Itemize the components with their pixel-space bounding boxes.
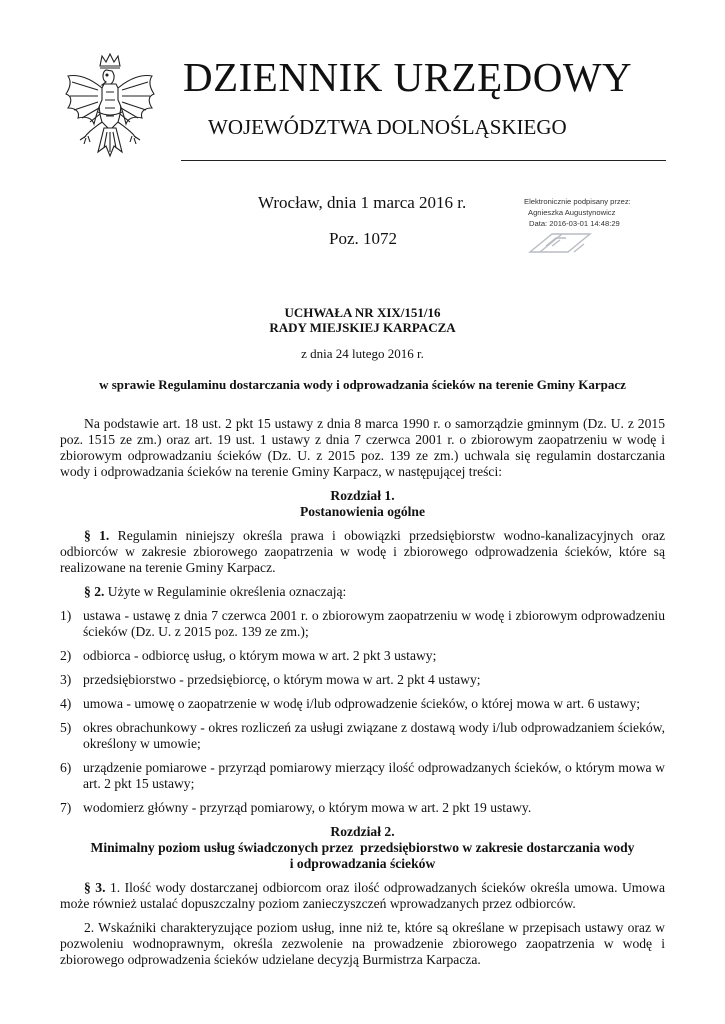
- chapter-2-title-line-1: Minimalny poziom usług świadczonych przez przedsiębiorstwo w zakresie dostarczania wody: [90, 840, 635, 855]
- chapter-1-label: Rozdział 1.: [330, 488, 395, 503]
- list-item-text: odbiorca - odbiorcę usług, o którym mowa w art. 2 pkt 3 ustawy;: [83, 648, 437, 663]
- list-item-number: 6): [60, 760, 72, 775]
- list-item-text: przedsiębiorstwo - przedsiębiorcę, o którym mowa w art. 2 pkt 4 ustawy;: [83, 672, 481, 687]
- paragraph-2-text: Użyte w Regulaminie określenia oznaczają:: [107, 584, 347, 599]
- electronic-signature: [524, 196, 654, 229]
- list-item-number: 5): [60, 720, 72, 735]
- paragraph-3-text: 1. Ilość wody dostarczanej odbiorcom oraz ilość odprowadzanych ścieków określa umowa. Umowa może również ustalać dopuszczalny poziom zanieczyszczeń wprowadzanych przez odbiorców.: [60, 880, 665, 911]
- journal-subtitle: WOJEWÓDZTWA DOLNOŚLĄSKIEGO: [208, 115, 567, 139]
- signature-signer: Agnieszka Augustynowicz: [528, 208, 616, 217]
- chapter-2-heading: [60, 824, 665, 872]
- document-body: [60, 416, 665, 976]
- list-item-number: 7): [60, 800, 72, 815]
- list-item-text: okres obrachunkowy - okres rozliczeń za usługi związane z dostawą wody i/lub odprowadzaniem ścieków, określony w umowie;: [83, 720, 665, 751]
- header-divider: [181, 160, 666, 161]
- chapter-1-heading: [60, 488, 665, 520]
- list-item-text: umowa - umowę o zaopatrzenie w wodę i/lub odprowadzenie ścieków, o której mowa w art. 6 ustawy;: [83, 696, 641, 711]
- list-item-text: wodomierz główny - przyrząd pomiarowy, o którym mowa w art. 2 pkt 19 ustawy.: [83, 800, 532, 815]
- chapter-2-title-line-2: i odprowadzania ścieków: [289, 856, 436, 871]
- paragraph-3-mark: § 3.: [84, 880, 106, 895]
- definitions-list: [60, 608, 665, 816]
- list-item: [60, 696, 665, 712]
- list-item: [60, 760, 665, 792]
- paragraph-2-mark: § 2.: [84, 584, 105, 599]
- paragraph-2: [60, 584, 665, 600]
- paragraph-3: [60, 880, 665, 912]
- list-item-number: 2): [60, 648, 72, 663]
- list-item: [60, 720, 665, 752]
- journal-title: DZIENNIK URZĘDOWY: [183, 54, 633, 100]
- signature-label: Elektronicznie podpisany przez:: [524, 197, 631, 206]
- list-item: [60, 672, 665, 688]
- list-item: [60, 648, 665, 664]
- list-item: [60, 608, 665, 640]
- signature-date: Data: 2016-03-01 14:48:29: [529, 219, 620, 228]
- position-number: Poz. 1072: [329, 229, 397, 248]
- resolution-council: RADY MIEJSKIEJ KARPACZA: [269, 320, 456, 335]
- list-item-number: 3): [60, 672, 72, 687]
- publication-date: Wrocław, dnia 1 marca 2016 r.: [258, 193, 467, 212]
- resolution-title: [60, 305, 665, 335]
- resolution-subject: w sprawie Regulaminu dostarczania wody i odprowadzania ścieków na terenie Gminy Karpacz: [99, 377, 626, 392]
- list-item-number: 4): [60, 696, 72, 711]
- resolution-date: z dnia 24 lutego 2016 r.: [301, 346, 424, 361]
- chapter-1-title: Postanowienia ogólne: [300, 504, 425, 519]
- list-item-number: 1): [60, 608, 72, 623]
- paragraph-1: [60, 528, 665, 576]
- signature-check-icon: [526, 230, 594, 256]
- paragraph-1-text: Regulamin niniejszy określa prawa i obowiązki przedsiębiorstw wodno-kanalizacyjnych oraz odbiorców w zakresie zbiorowego zaopatrzenia w wodę i zbiorowego odprowadzenia ścieków, które są realizowane na terenie Gminy Karpacz.: [60, 528, 665, 575]
- paragraph-1-mark: § 1.: [84, 528, 110, 543]
- list-item: [60, 800, 665, 816]
- preamble: Na podstawie art. 18 ust. 2 pkt 15 ustawy z dnia 8 marca 1990 r. o samorządzie gminnym (Dz. U. z 2015 poz. 1515 ze zm.) oraz art. 19 ust. 1 ustawy z dnia 7 czerwca 2001 r. o zbiorowym zaopatrzeniu w wodę i zbiorowym odprowadzaniu ścieków (Dz. U. z 2015 poz. 139 ze zm.) uchwala się regulamin dostarczania wody i odprowadzania ścieków na terenie Gminy Karpacz, w następującej treści:: [60, 416, 665, 479]
- paragraph-3-item-2: 2. Wskaźniki charakteryzujące poziom usług, inne niż te, które są określane w przepisach ustawy oraz w pozwoleniu wodnoprawnym, określa zezwolenie na prowadzenie zbiorowego zaopatrzenia w wodę i zbiorowego odprowadzenia ścieków udzielane decyzją Burmistrza Karpacza.: [60, 920, 665, 967]
- chapter-2-label: Rozdział 2.: [330, 824, 395, 839]
- polish-eagle-emblem-icon: [62, 52, 158, 168]
- list-item-text: urządzenie pomiarowe - przyrząd pomiarowy mierzący ilość odprowadzanych ścieków, o którym mowa w art. 2 pkt 15 ustawy;: [83, 760, 665, 791]
- resolution-number: UCHWAŁA NR XIX/151/16: [284, 305, 441, 320]
- list-item-text: ustawa - ustawę z dnia 7 czerwca 2001 r. o zbiorowym zaopatrzeniu w wodę i zbiorowym odprowadzeniu ścieków (Dz. U. z 2015 poz. 139 ze zm.);: [83, 608, 665, 639]
